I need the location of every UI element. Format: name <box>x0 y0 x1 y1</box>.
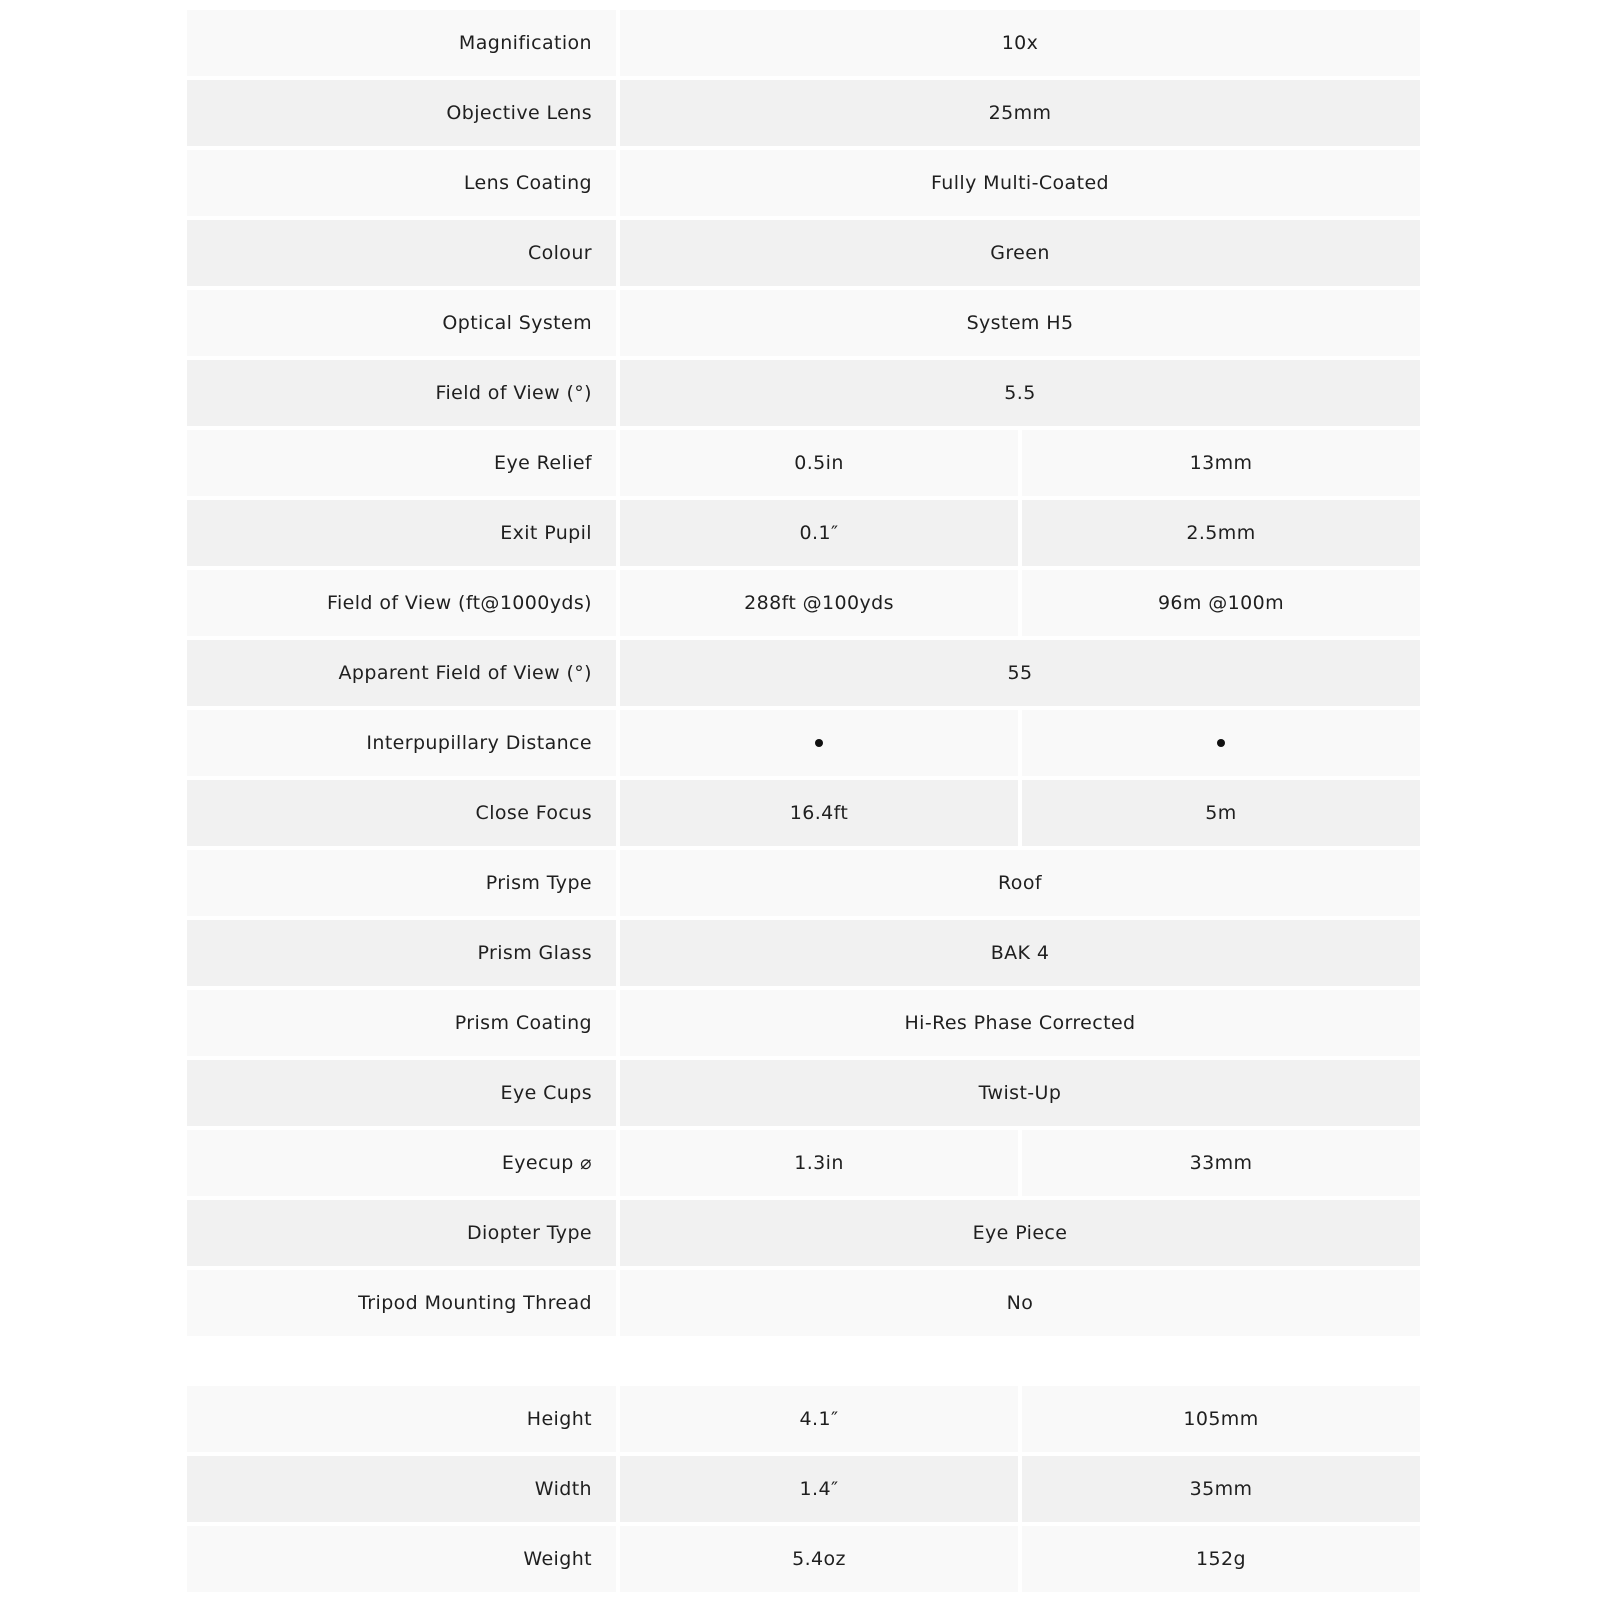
spec-row-apparent-field-of-view <box>187 640 1420 706</box>
spec-label: Optical System <box>187 290 616 356</box>
spec-values <box>620 850 1420 916</box>
spec-label: Prism Glass <box>187 920 616 986</box>
spec-row-eye-relief <box>187 430 1420 496</box>
spec-values <box>620 710 1420 776</box>
spec-label: Tripod Mounting Thread <box>187 1270 616 1336</box>
spec-value-cell <box>620 710 1018 776</box>
spec-value: 16.4ft <box>620 780 1018 846</box>
spec-row-prism-coating <box>187 990 1420 1056</box>
spec-label: Interpupillary Distance <box>187 710 616 776</box>
spec-label: Prism Type <box>187 850 616 916</box>
spec-values <box>620 220 1420 286</box>
dot-icon <box>1217 739 1225 747</box>
spec-value: Fully Multi-Coated <box>620 150 1420 216</box>
spec-values <box>620 150 1420 216</box>
spec-row-prism-type <box>187 850 1420 916</box>
spec-label: Prism Coating <box>187 990 616 1056</box>
spec-value: 25mm <box>620 80 1420 146</box>
spec-value: 5m <box>1022 780 1420 846</box>
spec-value: Hi-Res Phase Corrected <box>620 990 1420 1056</box>
spec-values <box>620 990 1420 1056</box>
spec-values <box>620 1526 1420 1592</box>
spec-row-tripod-mounting-thread <box>187 1270 1420 1336</box>
spec-label: Lens Coating <box>187 150 616 216</box>
spec-row-height <box>187 1386 1420 1452</box>
spec-value: 33mm <box>1022 1130 1420 1196</box>
spec-value: No <box>620 1270 1420 1336</box>
spec-label: Magnification <box>187 10 616 76</box>
spec-value: 0.5in <box>620 430 1018 496</box>
spec-value: 4.1″ <box>620 1386 1018 1452</box>
spec-value: 55 <box>620 640 1420 706</box>
dimensions-table <box>187 1386 1420 1596</box>
spec-values <box>620 640 1420 706</box>
spec-label: Diopter Type <box>187 1200 616 1266</box>
spec-values <box>620 360 1420 426</box>
spec-value: 105mm <box>1022 1386 1420 1452</box>
spec-row-weight <box>187 1526 1420 1592</box>
spec-value: Twist-Up <box>620 1060 1420 1126</box>
spec-value: Eye Piece <box>620 1200 1420 1266</box>
spec-value: 96m @100m <box>1022 570 1420 636</box>
spec-row-width <box>187 1456 1420 1522</box>
spec-value: BAK 4 <box>620 920 1420 986</box>
spec-value: 152g <box>1022 1526 1420 1592</box>
spec-value: 35mm <box>1022 1456 1420 1522</box>
spec-row-prism-glass <box>187 920 1420 986</box>
spec-label: Eyecup ⌀ <box>187 1130 616 1196</box>
dot-icon <box>815 739 823 747</box>
spec-values <box>620 500 1420 566</box>
spec-values <box>620 780 1420 846</box>
spec-values <box>620 1386 1420 1452</box>
spec-label: Width <box>187 1456 616 1522</box>
spec-label: Eye Relief <box>187 430 616 496</box>
spec-value: 0.1″ <box>620 500 1018 566</box>
spec-values <box>620 10 1420 76</box>
spec-value: Green <box>620 220 1420 286</box>
spec-label: Weight <box>187 1526 616 1592</box>
spec-value: Roof <box>620 850 1420 916</box>
spec-values <box>620 430 1420 496</box>
spec-value: 10x <box>620 10 1420 76</box>
spec-values <box>620 1270 1420 1336</box>
spec-row-optical-system <box>187 290 1420 356</box>
specifications-table <box>187 10 1420 1340</box>
spec-value: 1.4″ <box>620 1456 1018 1522</box>
spec-value: 288ft @100yds <box>620 570 1018 636</box>
spec-row-colour <box>187 220 1420 286</box>
spec-value: 13mm <box>1022 430 1420 496</box>
spec-values <box>620 920 1420 986</box>
spec-row-lens-coating <box>187 150 1420 216</box>
spec-row-eye-cups <box>187 1060 1420 1126</box>
spec-label: Exit Pupil <box>187 500 616 566</box>
spec-row-magnification <box>187 10 1420 76</box>
spec-value-cell <box>1022 710 1420 776</box>
spec-label: Objective Lens <box>187 80 616 146</box>
spec-label: Height <box>187 1386 616 1452</box>
spec-value: 5.4oz <box>620 1526 1018 1592</box>
spec-row-eyecup <box>187 1130 1420 1196</box>
spec-values <box>620 1456 1420 1522</box>
spec-label: Apparent Field of View (°) <box>187 640 616 706</box>
spec-label: Field of View (°) <box>187 360 616 426</box>
spec-value: 2.5mm <box>1022 500 1420 566</box>
spec-row-field-of-view-ft-1000yds <box>187 570 1420 636</box>
spec-label: Colour <box>187 220 616 286</box>
spec-row-exit-pupil <box>187 500 1420 566</box>
spec-row-field-of-view <box>187 360 1420 426</box>
spec-row-interpupillary-distance <box>187 710 1420 776</box>
spec-values <box>620 1200 1420 1266</box>
spec-label: Close Focus <box>187 780 616 846</box>
spec-label: Field of View (ft@1000yds) <box>187 570 616 636</box>
spec-value: 1.3in <box>620 1130 1018 1196</box>
spec-row-diopter-type <box>187 1200 1420 1266</box>
spec-values <box>620 290 1420 356</box>
spec-row-close-focus <box>187 780 1420 846</box>
spec-values <box>620 1130 1420 1196</box>
spec-values <box>620 1060 1420 1126</box>
spec-values <box>620 570 1420 636</box>
spec-label: Eye Cups <box>187 1060 616 1126</box>
spec-value: 5.5 <box>620 360 1420 426</box>
spec-row-objective-lens <box>187 80 1420 146</box>
spec-value: System H5 <box>620 290 1420 356</box>
spec-values <box>620 80 1420 146</box>
